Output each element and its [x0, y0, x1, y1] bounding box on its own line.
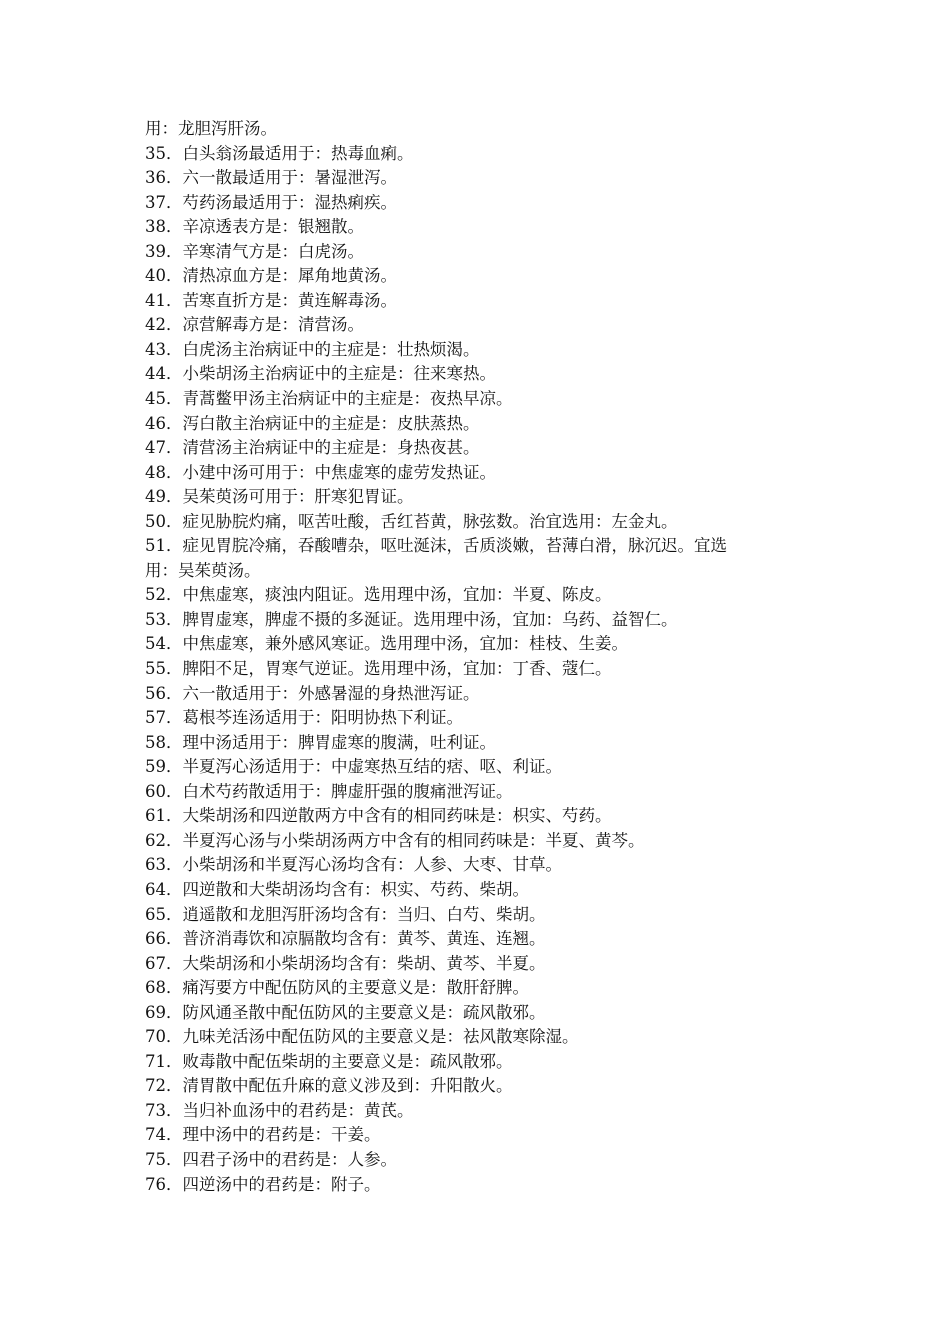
- text-line: 41．苦寒直折方是：黄连解毒汤。: [145, 290, 397, 310]
- text-line: 50．症见胁脘灼痛，呕苦吐酸，舌红苔黄，脉弦数。治宜选用：左金丸。: [145, 511, 678, 531]
- text-line: 68．痛泻要方中配伍防风的主要意义是：散肝舒脾。: [145, 978, 529, 998]
- text-line: 45．青蒿鳖甲汤主治病证中的主症是：夜热早凉。: [145, 389, 513, 409]
- text-line: 56．六一散适用于：外感暑湿的身热泄泻证。: [145, 683, 480, 703]
- text-line: 64．四逆散和大柴胡汤均含有：枳实、芍药、柴胡。: [145, 879, 529, 899]
- text-line: 47．清营汤主治病证中的主症是：身热夜甚。: [145, 438, 480, 458]
- text-line: 51．症见胃脘冷痛，吞酸嘈杂，呕吐涎沫，舌质淡嫩，苔薄白滑，脉沉迟。宜选: [145, 536, 727, 556]
- text-line: 58．理中汤适用于：脾胃虚寒的腹满，吐利证。: [145, 732, 496, 752]
- text-line: 67．大柴胡汤和小柴胡汤均含有：柴胡、黄芩、半夏。: [145, 953, 546, 973]
- document-page: [145, 117, 825, 1197]
- text-line: 65．逍遥散和龙胆泻肝汤均含有：当归、白芍、柴胡。: [145, 904, 546, 924]
- text-line: 63．小柴胡汤和半夏泻心汤均含有：人参、大枣、甘草。: [145, 855, 562, 875]
- text-line: 72．清胃散中配伍升麻的意义涉及到：升阳散火。: [145, 1076, 513, 1096]
- text-line: 62．半夏泻心汤与小柴胡汤两方中含有的相同药味是：半夏、黄芩。: [145, 830, 645, 850]
- text-line: 用：龙胆泻肝汤。: [145, 119, 277, 138]
- text-line: 35．白头翁汤最适用于：热毒血痢。: [145, 143, 414, 163]
- text-line: 43．白虎汤主治病证中的主症是：壮热烦渴。: [145, 339, 480, 359]
- text-line: 73．当归补血汤中的君药是：黄芪。: [145, 1100, 414, 1120]
- text-line: 61．大柴胡汤和四逆散两方中含有的相同药味是：枳实、芍药。: [145, 806, 612, 826]
- text-line: 75．四君子汤中的君药是：人参。: [145, 1149, 397, 1169]
- text-line: 38．辛凉透表方是：银翘散。: [145, 217, 364, 237]
- text-line: 60．白术芍药散适用于：脾虚肝强的腹痛泄泻证。: [145, 781, 513, 801]
- text-line: 57．葛根芩连汤适用于：阳明协热下利证。: [145, 708, 463, 728]
- text-line: 71．败毒散中配伍柴胡的主要意义是：疏风散邪。: [145, 1051, 513, 1071]
- text-line: 55．脾阳不足，胃寒气逆证。选用理中汤，宜加：丁香、蔻仁。: [145, 659, 612, 679]
- text-line: 59．半夏泻心汤适用于：中虚寒热互结的痞、呕、利证。: [145, 757, 562, 777]
- text-line: 49．吴茱萸汤可用于：肝寒犯胃证。: [145, 487, 414, 507]
- text-line: 39．辛寒清气方是：白虎汤。: [145, 241, 364, 261]
- text-line: 74．理中汤中的君药是：干姜。: [145, 1125, 381, 1145]
- text-line: 42．凉营解毒方是：清营汤。: [145, 315, 364, 335]
- text-line: 70．九味羌活汤中配伍防风的主要意义是：祛风散寒除湿。: [145, 1027, 579, 1047]
- text-line: 40．清热凉血方是：犀角地黄汤。: [145, 266, 397, 286]
- text-line: 53．脾胃虚寒，脾虚不摄的多涎证。选用理中汤，宜加：乌药、益智仁。: [145, 609, 678, 629]
- text-line: 66．普济消毒饮和凉膈散均含有：黄芩、黄连、连翘。: [145, 929, 546, 949]
- text-line: 54．中焦虚寒，兼外感风寒证。选用理中汤，宜加：桂枝、生姜。: [145, 634, 628, 654]
- text-line: 69．防风通圣散中配伍防风的主要意义是：疏风散邪。: [145, 1002, 546, 1022]
- text-line: 44．小柴胡汤主治病证中的主症是：往来寒热。: [145, 364, 496, 384]
- text-line: 46．泻白散主治病证中的主症是：皮肤蒸热。: [145, 413, 480, 433]
- text-line: 37．芍药汤最适用于：湿热痢疾。: [145, 192, 397, 212]
- text-line: 48．小建中汤可用于：中焦虚寒的虚劳发热证。: [145, 462, 496, 482]
- text-line: 52．中焦虚寒，痰浊内阻证。选用理中汤，宜加：半夏、陈皮。: [145, 585, 612, 605]
- text-line: 用：吴茱萸汤。: [145, 560, 261, 580]
- text-line: 76．四逆汤中的君药是：附子。: [145, 1174, 381, 1194]
- text-line: 36．六一散最适用于：暑湿泄泻。: [145, 168, 397, 188]
